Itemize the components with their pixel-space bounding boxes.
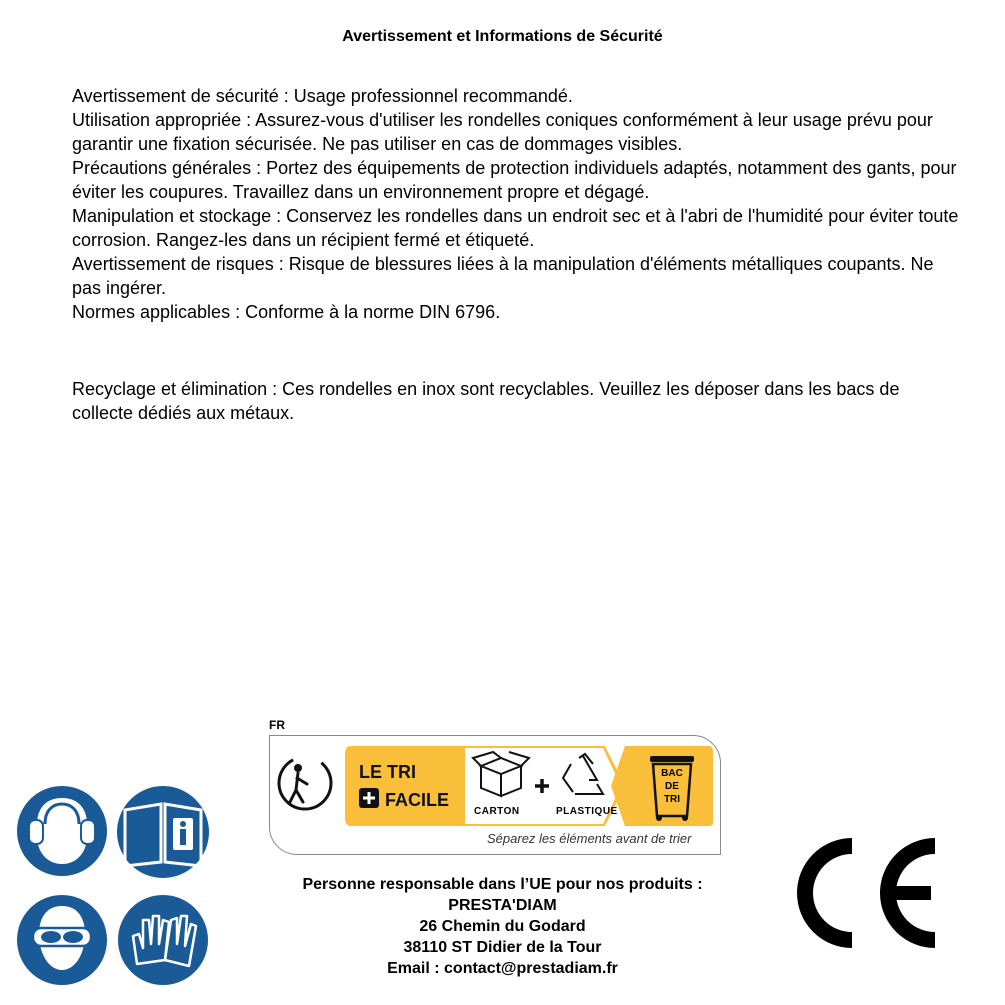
gloves-icon bbox=[117, 894, 209, 986]
proper-use: Utilisation appropriée : Assurez-vous d'utiliser les rondelles coniques conformément à leur usage prévu pour garantir une fixation sécurisée. Ne pas utiliser en cas de dommages visibles. bbox=[72, 110, 933, 154]
triman-logo bbox=[267, 718, 725, 860]
risk-warning: Avertissement de risques : Risque de blessures liées à la manipulation d'éléments métalliques coupants. Ne pas ingérer. bbox=[72, 254, 934, 298]
triman-le-tri: LE TRI bbox=[359, 762, 416, 782]
bac-label: BAC bbox=[661, 768, 683, 779]
company-name: PRESTA'DIAM bbox=[448, 897, 557, 914]
recycling-section bbox=[72, 377, 962, 425]
company-city: 38110 ST Didier de la Tour bbox=[403, 939, 602, 956]
eye-protection-icon bbox=[16, 894, 108, 986]
general-precautions: Précautions générales : Portez des équipements de protection individuels adaptés, notamment des gants, pour éviter les coupures. Travaillez dans un environnement propre et dégagé. bbox=[72, 158, 957, 202]
triman-man-icon bbox=[279, 757, 331, 809]
applicable-standards: Normes applicables : Conforme à la norme DIN 6796. bbox=[72, 302, 501, 322]
triman-bac-de-tri bbox=[656, 767, 688, 806]
safety-warning: Avertissement de sécurité : Usage professionnel recommandé. bbox=[72, 86, 573, 106]
safety-pictograms bbox=[15, 784, 215, 990]
triman-carton-label: CARTON bbox=[474, 806, 520, 817]
ce-mark-icon bbox=[795, 838, 941, 948]
handling-storage: Manipulation et stockage : Conservez les rondelles dans un endroit sec et à l'abri de l'humidité pour éviter toute corrosion. Rangez-les dans un récipient fermé et étiqueté. bbox=[72, 206, 959, 250]
triman-facile: FACILE bbox=[385, 790, 450, 810]
recycling-text: Recyclage et élimination : Ces rondelles en inox sont recyclables. Veuillez les déposer dans les bacs de collecte dédiés aux métaux. bbox=[72, 379, 900, 423]
company-email: Email : contact@prestadiam.fr bbox=[387, 960, 618, 977]
eu-responsible-person bbox=[250, 874, 755, 979]
tri-label: TRI bbox=[663, 794, 681, 805]
responsible-heading: Personne responsable dans l’UE pour nos produits : bbox=[302, 876, 703, 893]
company-street: 26 Chemin du Godard bbox=[419, 918, 586, 935]
de-label: DE bbox=[665, 781, 679, 792]
safety-text bbox=[72, 84, 962, 324]
triman-country: FR bbox=[269, 718, 285, 732]
page-title: Avertissement et Informations de Sécurité bbox=[342, 28, 663, 45]
triman-tagline: Séparez les éléments avant de trier bbox=[487, 831, 692, 846]
triman-plastique-label: PLASTIQUE bbox=[556, 806, 618, 817]
read-manual-icon bbox=[116, 785, 210, 879]
ear-protection-icon bbox=[16, 785, 108, 877]
